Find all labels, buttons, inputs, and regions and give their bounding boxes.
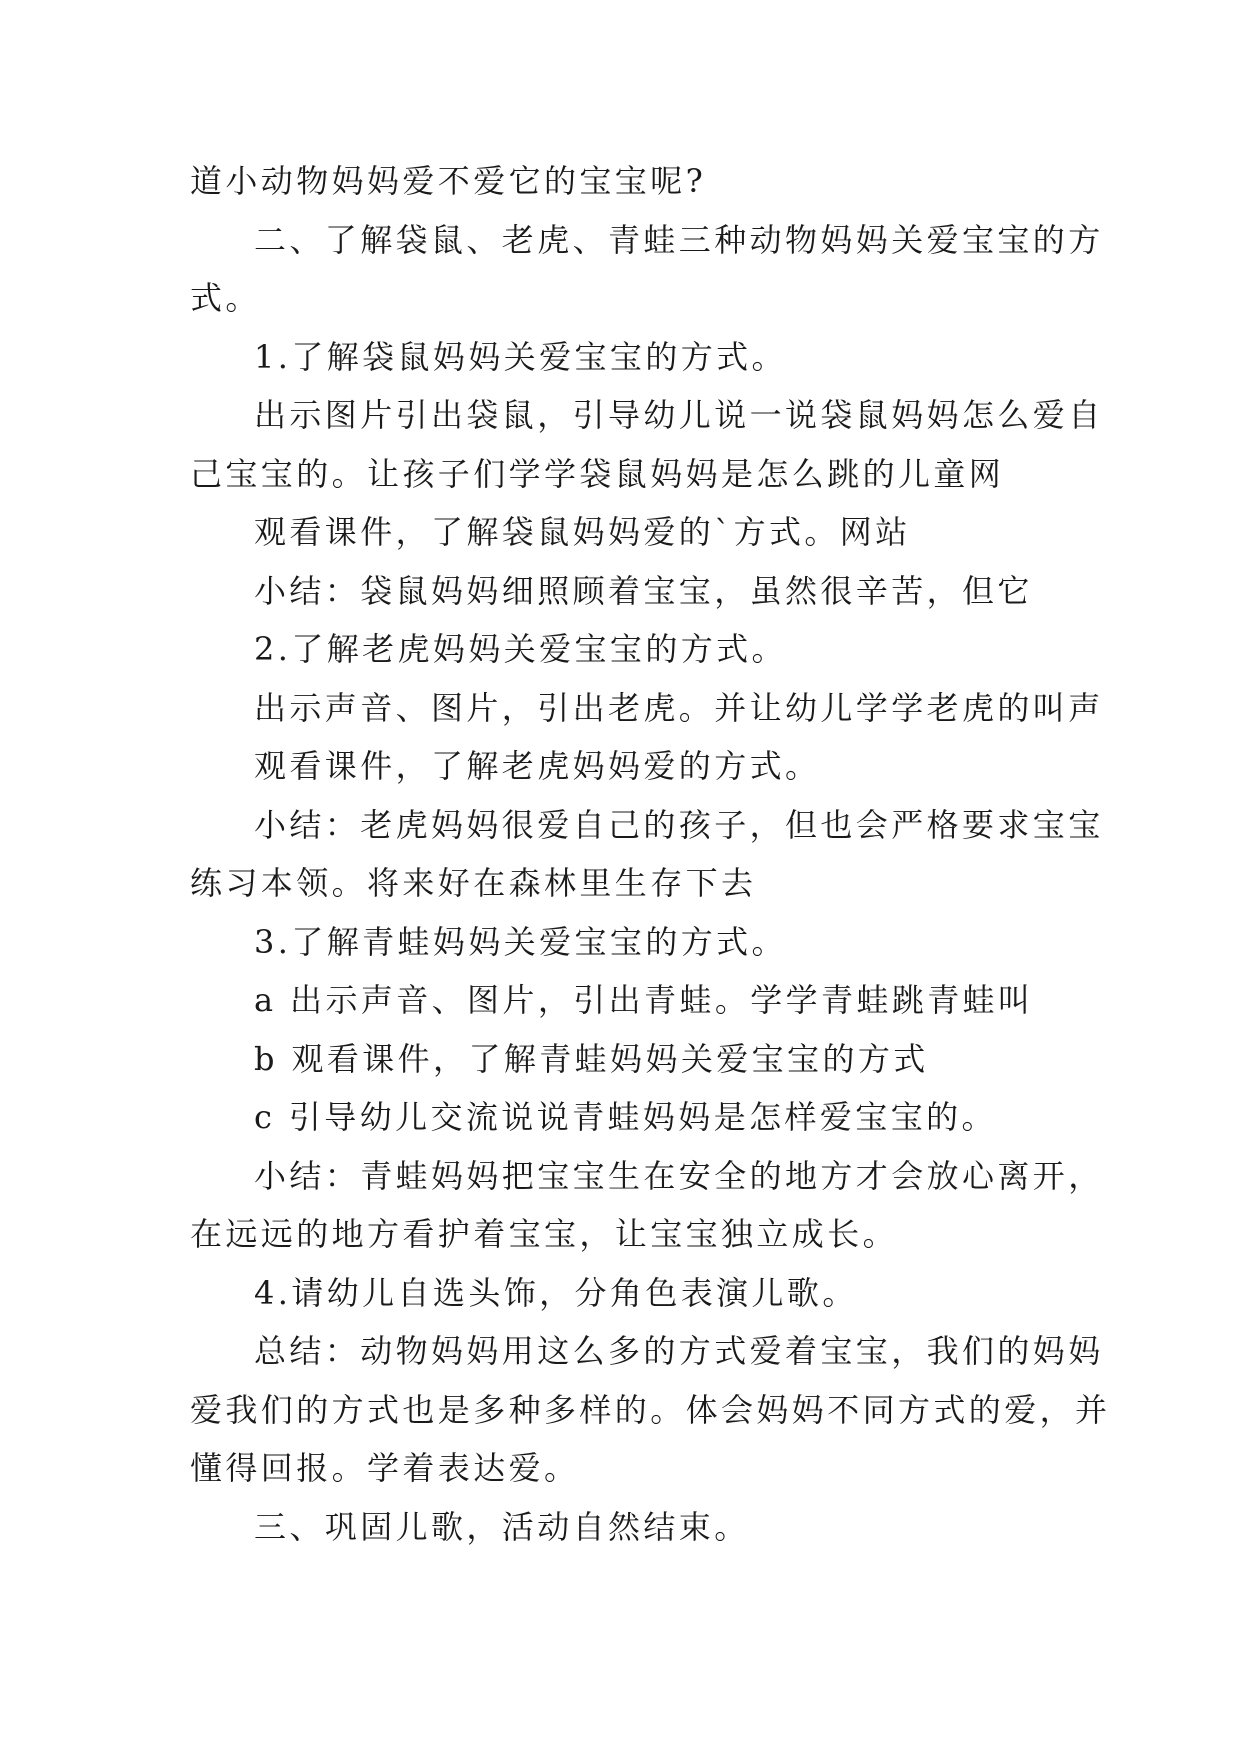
text-line: 在远远的地方看护着宝宝，让宝宝独立成长。 <box>190 1215 899 1253</box>
text-line: 小结：老虎妈妈很爱自己的孩子，但也会严格要求宝宝 <box>254 805 1104 844</box>
text-line: a 出示声音、图片，引出青蛙。学学青蛙跳青蛙叫 <box>254 981 1034 1019</box>
text-line: 道小动物妈妈爱不爱它的宝宝呢? <box>190 162 707 200</box>
text-line: 三、巩固儿歌，活动自然结束。 <box>254 1507 750 1546</box>
text-line: b 观看课件，了解青蛙妈妈关爱宝宝的方式 <box>254 1039 929 1078</box>
text-line: c 引导幼儿交流说说青蛙妈妈是怎样爱宝宝的。 <box>254 1098 997 1136</box>
text-line: 二、了解袋鼠、老虎、青蛙三种动物妈妈关爱宝宝的方 <box>254 220 1104 259</box>
text-line: 1.了解袋鼠妈妈关爱宝宝的方式。 <box>254 337 787 376</box>
text-line: 总结：动物妈妈用这么多的方式爱着宝宝，我们的妈妈 <box>254 1332 1104 1370</box>
text-line: 出示图片引出袋鼠，引导幼儿说一说袋鼠妈妈怎么爱自 <box>254 396 1104 434</box>
text-line: 爱我们的方式也是多种多样的。体会妈妈不同方式的爱，并 <box>190 1390 1111 1429</box>
text-line: 出示声音、图片，引出老虎。并让幼儿学学老虎的叫声 <box>254 688 1104 727</box>
text-line: 观看课件，了解老虎妈妈爱的方式。 <box>254 747 821 785</box>
text-line: 小结：袋鼠妈妈细照顾着宝宝，虽然很辛苦，但它 <box>254 571 1033 610</box>
text-line: 懂得回报。学着表达爱。 <box>190 1449 580 1487</box>
text-line: 2.了解老虎妈妈关爱宝宝的方式。 <box>254 630 787 668</box>
text-line: 观看课件，了解袋鼠妈妈爱的`方式。网站 <box>254 513 911 551</box>
document-body <box>190 152 1111 1556</box>
text-line: 3.了解青蛙妈妈关爱宝宝的方式。 <box>254 922 787 961</box>
text-line: 己宝宝的。让孩子们学学袋鼠妈妈是怎么跳的儿童网 <box>190 454 1005 493</box>
text-line: 式。 <box>190 279 261 317</box>
text-line: 练习本领。将来好在森林里生存下去 <box>190 864 757 902</box>
text-line: 4.请幼儿自选头饰，分角色表演儿歌。 <box>254 1273 858 1312</box>
text-line: 小结：青蛙妈妈把宝宝生在安全的地方才会放心离开， <box>254 1156 1104 1195</box>
